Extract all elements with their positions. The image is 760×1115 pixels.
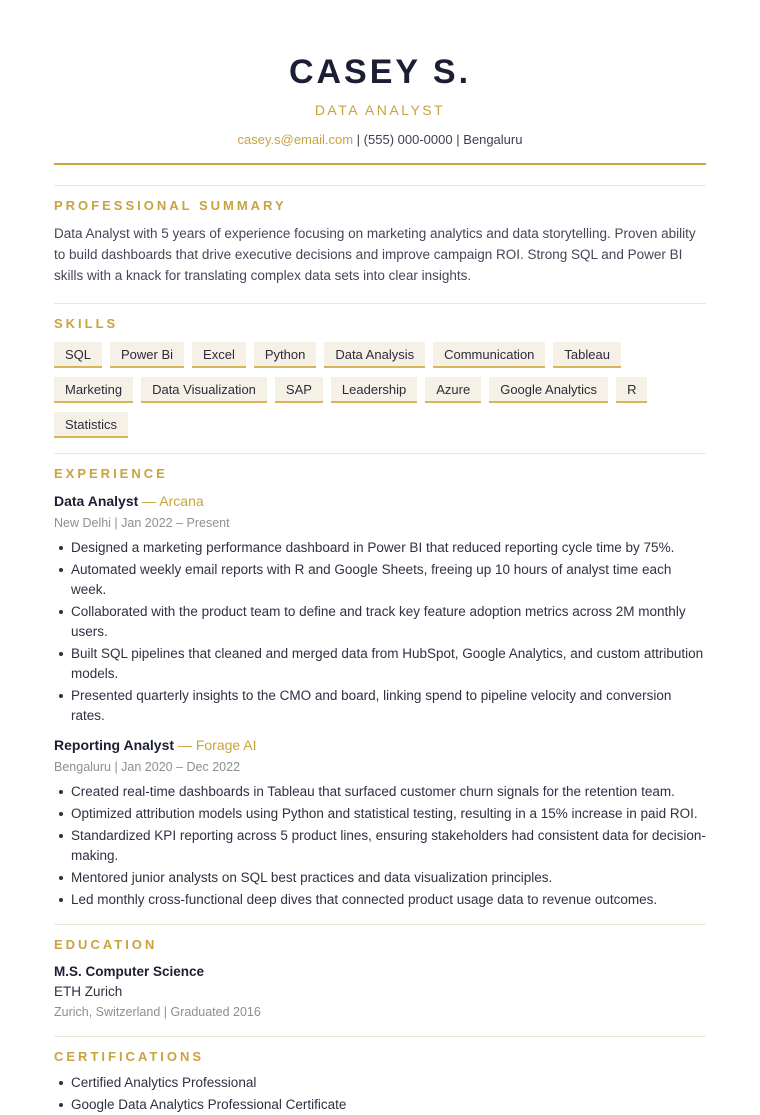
certifications-list [54, 1073, 706, 1115]
skill-tag: Python [254, 342, 316, 368]
skill-tag: R [616, 377, 647, 403]
job-entry [54, 492, 706, 726]
list-item: Led monthly cross-functional deep dives that connected product usage data to revenue outcomes. [54, 890, 706, 910]
resume-header [54, 0, 706, 165]
section-title: EXPERIENCE [54, 466, 168, 481]
list-item: Standardized KPI reporting across 5 product lines, ensuring stakeholders had consistent data for decision-making. [54, 826, 706, 866]
location: Bengaluru [463, 132, 523, 147]
skill-tag: Statistics [54, 412, 128, 438]
skill-tag: Power Bi [110, 342, 184, 368]
list-item: Presented quarterly insights to the CMO and board, linking spend to pipeline velocity and conversion rates. [54, 686, 706, 726]
skill-tag: Data Visualization [141, 377, 267, 403]
job-role: DATA ANALYST [314, 102, 446, 118]
education-degree: M.S. Computer Science [54, 964, 205, 979]
section-title: SKILLS [54, 316, 119, 331]
job-heading [54, 736, 706, 754]
job-bullets [54, 538, 706, 726]
contact-separator: | [452, 132, 464, 147]
list-item: Optimized attribution models using Python and statistical testing, resulting in a 15% increase in paid ROI. [54, 804, 706, 824]
list-item: Mentored junior analysts on SQL best practices and data visualization principles. [54, 868, 706, 888]
summary-section [54, 185, 706, 303]
header-divider [54, 163, 706, 165]
list-item: Built SQL pipelines that cleaned and merged data from HubSpot, Google Analytics, and custom attribution models. [54, 644, 706, 684]
job-entry [54, 736, 706, 910]
experience-section [54, 453, 706, 918]
job-meta: New Delhi | Jan 2022 – Present [54, 516, 230, 530]
certifications-section [54, 1036, 706, 1115]
email-link[interactable]: casey.s@email.com [237, 132, 354, 147]
job-title: Data Analyst [54, 493, 139, 509]
list-item: Automated weekly email reports with R and Google Sheets, freeing up 10 hours of analyst time each week. [54, 560, 706, 600]
skill-tag: SAP [275, 377, 323, 403]
skill-tag: SQL [54, 342, 102, 368]
contact-separator: | [353, 132, 364, 147]
skill-tag: Excel [192, 342, 246, 368]
section-title: PROFESSIONAL SUMMARY [54, 198, 287, 213]
section-title: CERTIFICATIONS [54, 1049, 205, 1064]
job-bullets [54, 782, 706, 910]
skill-tag: Communication [433, 342, 545, 368]
phone: (555) 000-0000 [363, 132, 453, 147]
list-item: Certified Analytics Professional [54, 1073, 706, 1093]
skills-list [54, 342, 706, 447]
education-meta: Zurich, Switzerland | Graduated 2016 [54, 1005, 261, 1019]
list-item: Designed a marketing performance dashboard in Power BI that reduced reporting cycle time by 75%. [54, 538, 706, 558]
candidate-name: CASEY S. [288, 53, 472, 91]
skills-section [54, 303, 706, 453]
job-heading [54, 492, 706, 510]
job-title: Reporting Analyst [54, 737, 175, 753]
education-section [54, 924, 706, 1036]
section-title: EDUCATION [54, 937, 158, 952]
contact-line [54, 132, 706, 148]
skill-tag: Leadership [331, 377, 417, 403]
skill-tag: Google Analytics [489, 377, 608, 403]
job-company: — Arcana [138, 493, 204, 509]
education-school: ETH Zurich [54, 984, 123, 999]
skill-tag: Data Analysis [324, 342, 425, 368]
list-item: Collaborated with the product team to define and track key feature adoption metrics across 2M monthly users. [54, 602, 706, 642]
job-company: — Forage AI [174, 737, 257, 753]
skill-tag: Azure [425, 377, 481, 403]
job-meta: Bengaluru | Jan 2020 – Dec 2022 [54, 760, 241, 774]
list-item: Created real-time dashboards in Tableau that surfaced customer churn signals for the retention team. [54, 782, 706, 802]
list-item: Google Data Analytics Professional Certificate [54, 1095, 706, 1115]
skill-tag: Marketing [54, 377, 133, 403]
skill-tag: Tableau [553, 342, 621, 368]
summary-text: Data Analyst with 5 years of experience focusing on marketing analytics and data storytelling. Proven ability to build dashboards that drive executive decisions and improve campaign ROI. Strong SQL and Power BI skills with a knack for translating complex data sets into clear insights. [54, 226, 696, 283]
